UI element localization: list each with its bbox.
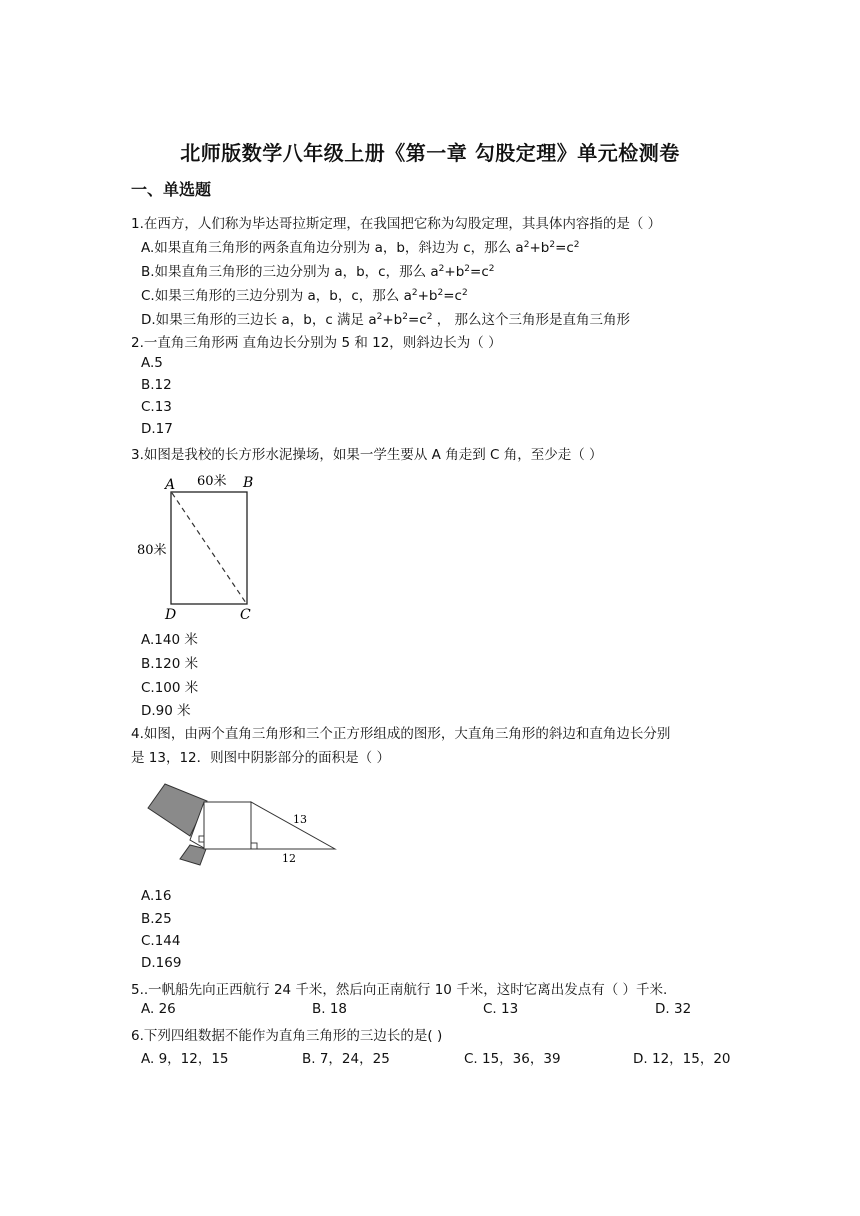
option-text: A.如果直角三角形的两条直角边分别为 a，b，斜边为 c，那么 a [141,240,524,256]
question-3-figure [135,470,265,622]
question-5-option-a: A. 26 [141,1001,176,1017]
superscript: 2 [411,288,418,298]
superscript: 2 [437,288,444,298]
question-5-option-d: D. 32 [655,1001,692,1017]
question-2-option-d: D.17 [141,421,173,437]
vertex-label-a: A [165,477,176,493]
question-1-option-b [141,260,495,280]
question-4-figure [140,778,345,870]
diagonal-path [172,493,246,603]
question-3-stem: 3.如图是我校的长方形水泥操场，如果一学生要从 A 角走到 C 角，至少走（ ） [131,447,603,463]
left-length-label: 80米 [137,543,167,558]
question-4-option-a: A.16 [141,888,172,904]
question-1-option-d [141,308,630,328]
question-4-stem-line-1: 4.如图，由两个直角三角形和三个正方形组成的图形，大直角三角形的斜边和直角边长分别 [131,726,671,742]
question-2-option-a: A.5 [141,355,163,371]
question-4-option-b: B.25 [141,911,172,927]
page-title: 北师版数学八年级上册《第一章 勾股定理》单元检测卷 [180,141,680,165]
question-2-stem: 2.一直角三角形两 直角边长分别为 5 和 12，则斜边长为（ ） [131,335,502,351]
vertex-label-c: C [240,607,251,622]
superscript: 2 [461,288,468,298]
option-text: +b [382,312,403,328]
vertex-label-b: B [243,475,254,491]
question-5-option-c: C. 13 [483,1001,519,1017]
superscript: 2 [426,312,433,322]
superscript: 2 [573,240,580,250]
superscript: 2 [438,264,445,274]
question-4-option-c: C.144 [141,933,181,949]
option-text: +b [529,240,550,256]
question-3-option-c: C.100 米 [141,680,199,696]
superscript: 2 [523,240,530,250]
superscript: 2 [464,264,471,274]
question-4-stem-line-2: 是 13，12．则图中阴影部分的面积是（ ） [131,750,390,766]
option-text: =c [443,288,462,304]
question-1-option-c [141,284,468,304]
option-text: ， 那么这个三角形是直角三角形 [432,312,631,328]
question-6-option-d: D. 12，15，20 [633,1051,731,1067]
option-text: +b [417,288,438,304]
question-3-option-b: B.120 米 [141,656,199,672]
question-5-option-b: B. 18 [312,1001,348,1017]
question-6-stem: 6.下列四组数据不能作为直角三角形的三边长的是( ) [131,1028,443,1044]
superscript: 2 [488,264,495,274]
question-6-option-b: B. 7，24，25 [302,1051,390,1067]
shaded-small-square [180,845,206,865]
option-text: =c [470,264,489,280]
option-text: B.如果直角三角形的三边分别为 a，b，c，那么 a [141,264,439,280]
superscript: 2 [376,312,383,322]
question-2-option-c: C.13 [141,399,172,415]
option-text: =c [555,240,574,256]
question-6-option-a: A. 9，12，15 [141,1051,229,1067]
right-angle-mark [251,843,257,849]
leg-label: 12 [282,852,296,865]
section-title: 一、单选题 [131,180,212,199]
option-text: C.如果三角形的三边分别为 a，b，c，那么 a [141,288,412,304]
superscript: 2 [549,240,556,250]
top-length-label: 60米 [197,474,227,489]
question-3-option-a: A.140 米 [141,632,198,648]
superscript: 2 [402,312,408,322]
option-text: =c [407,312,427,328]
question-1-stem: 1.在西方，人们称为毕达哥拉斯定理，在我国把它称为勾股定理，其具体内容指的是（ ） [131,216,662,232]
vertex-label-d: D [165,607,177,622]
question-6-option-c: C. 15，36，39 [464,1051,561,1067]
question-3-option-d: D.90 米 [141,703,191,719]
middle-square [204,802,251,849]
hypotenuse-label: 13 [293,813,307,826]
question-1-option-a [141,236,580,256]
option-text: +b [444,264,465,280]
question-2-option-b: B.12 [141,377,172,393]
question-4-option-d: D.169 [141,955,182,971]
question-5-stem: 5..一帆船先向正西航行 24 千米，然后向正南航行 10 千米，这时它离出发点有（ ）千米. [131,982,668,998]
option-text: D.如果三角形的三边长 a，b，c 满足 a [141,312,377,328]
